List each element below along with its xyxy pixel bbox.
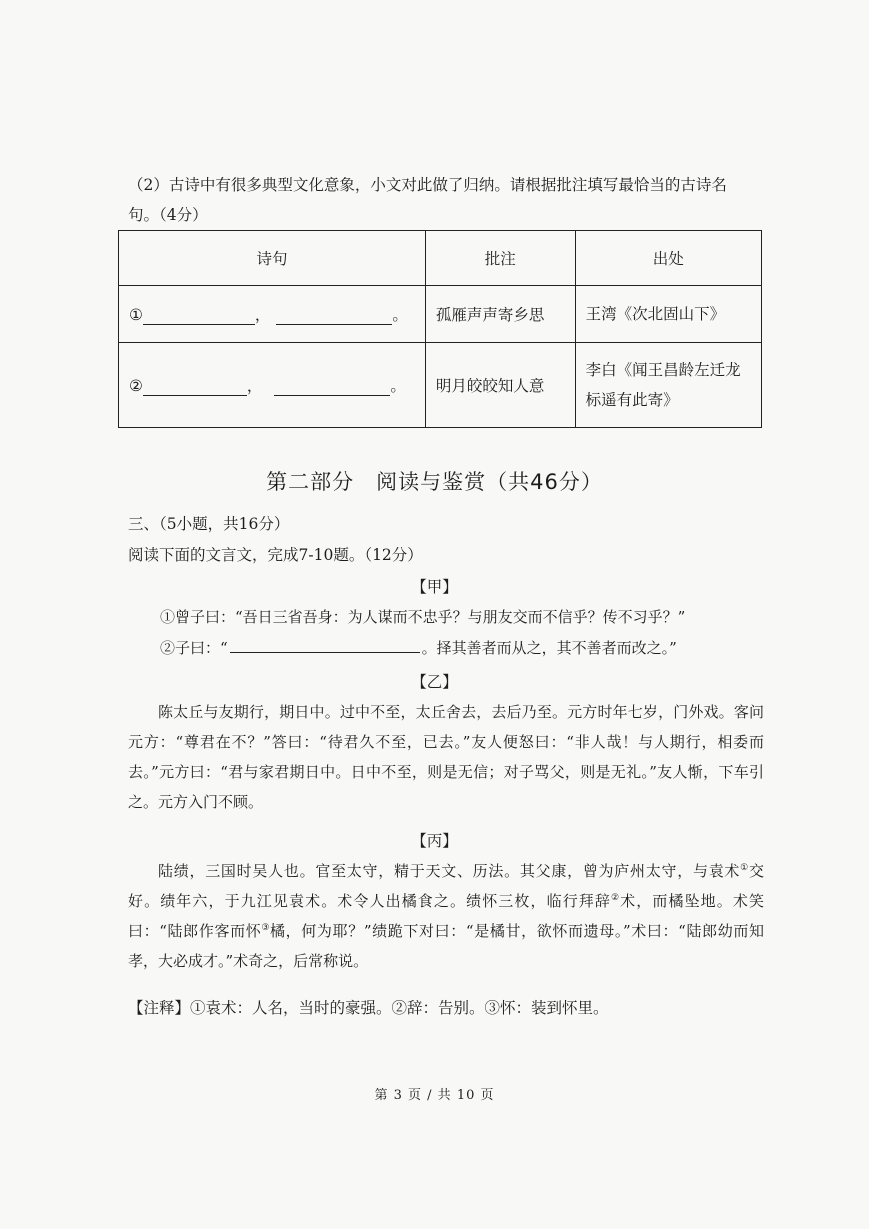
answer-blank[interactable] (143, 308, 255, 325)
answer-blank[interactable] (276, 308, 392, 325)
passage-yi-text: 陈太丘与友期行，期日中。过中不至，太丘舍去，去后乃至。元方时年七岁，门外戏。客问元方：“尊君在不？”答曰：“待君久不至，已去。”友人便怒曰：“非人哉！与人期行，相委而去。”元方曰：“君与家君期日中。日中不至，则是无信；对子骂父，则是无礼。”友人惭，下车引之。元方入门不顾。 (128, 703, 764, 811)
annotations: 【注释】①袁术：人名，当时的豪强。②辞：告别。③怀：装到怀里。 (128, 999, 609, 1017)
row-marker: ② (129, 377, 143, 395)
bing-part-2: 交好。绩年六，于九江见袁术。术令人出橘食之。绩怀三枚，临行拜辞 (128, 862, 764, 910)
answer-blank[interactable] (143, 379, 247, 396)
comma: ， (246, 377, 263, 395)
jia-line-2-start: ②子曰：“ (160, 639, 228, 657)
source-cell: 王湾《次北固山下》 (575, 286, 761, 343)
row-marker: ① (129, 306, 143, 324)
part-2-title-a: 第二部分 (266, 470, 355, 494)
period: 。 (392, 306, 408, 324)
part-2-title (0, 466, 869, 496)
verse-blank-cell-1[interactable] (119, 286, 426, 343)
bing-part-4: 橘，何为耶？”绩跪下对曰：“是橘甘，欲怀而遗母。”术曰：“陆郎幼而知孝，大必成才。”术奇之，后常称说。 (128, 922, 764, 970)
passage-jia-label: 【甲】 (411, 578, 458, 596)
passage-bing-text (128, 856, 764, 976)
question-2-line1: （2）古诗中有很多典型文化意象，小文对此做了归纳。请根据批注填写最恰当的古诗名 (128, 176, 727, 194)
question-2-line2: 句。（4分） (128, 206, 208, 224)
jia-line-2-end: 。择其善者而从之，其不善者而改之。” (421, 639, 677, 657)
note-cell: 孤雁声声寄乡思 (425, 286, 575, 343)
source-cell: 李白《闻王昌龄左迁龙标遥有此寄》 (575, 343, 761, 428)
section-3-heading: 三、（5小题，共16分） (128, 515, 290, 533)
jia-line-2 (160, 637, 677, 658)
table-row (119, 343, 762, 428)
jia-line-1: ①曾子曰：“吾日三省吾身：为人谋而不忠乎？与朋友交而不信乎？传不习乎？” (160, 608, 686, 626)
question-2-intro (128, 170, 768, 230)
verse-table (118, 230, 762, 428)
passage-bing-label: 【丙】 (411, 832, 458, 850)
answer-blank[interactable] (274, 379, 390, 396)
header-source: 出处 (575, 231, 761, 286)
section-3-instruction: 阅读下面的文言文，完成7-10题。（12分） (128, 546, 423, 564)
verse-blank-cell-2[interactable] (119, 343, 426, 428)
period: 。 (390, 377, 406, 395)
footnote-marker: ② (611, 893, 621, 903)
part-2-title-b: 阅读与鉴赏（共46分） (376, 470, 603, 494)
footnote-marker: ① (740, 863, 749, 873)
answer-blank[interactable] (230, 638, 420, 653)
table-header-row (119, 231, 762, 286)
comma: ， (254, 306, 271, 324)
header-note: 批注 (425, 231, 575, 286)
footnote-marker: ③ (261, 923, 271, 933)
table-row (119, 286, 762, 343)
bing-part-3: 术，而橘坠地。术笑曰：“陆郎作客而怀 (128, 892, 764, 940)
note-cell: 明月皎皎知人意 (425, 343, 575, 428)
bing-part-1: 陆绩，三国时吴人也。官至太守，精于天文、历法。其父康，曾为庐州太守，与袁术 (158, 862, 741, 880)
page-number: 第 3 页 / 共 10 页 (374, 1088, 495, 1103)
passage-yi-label: 【乙】 (411, 673, 458, 691)
header-verse: 诗句 (119, 231, 426, 286)
